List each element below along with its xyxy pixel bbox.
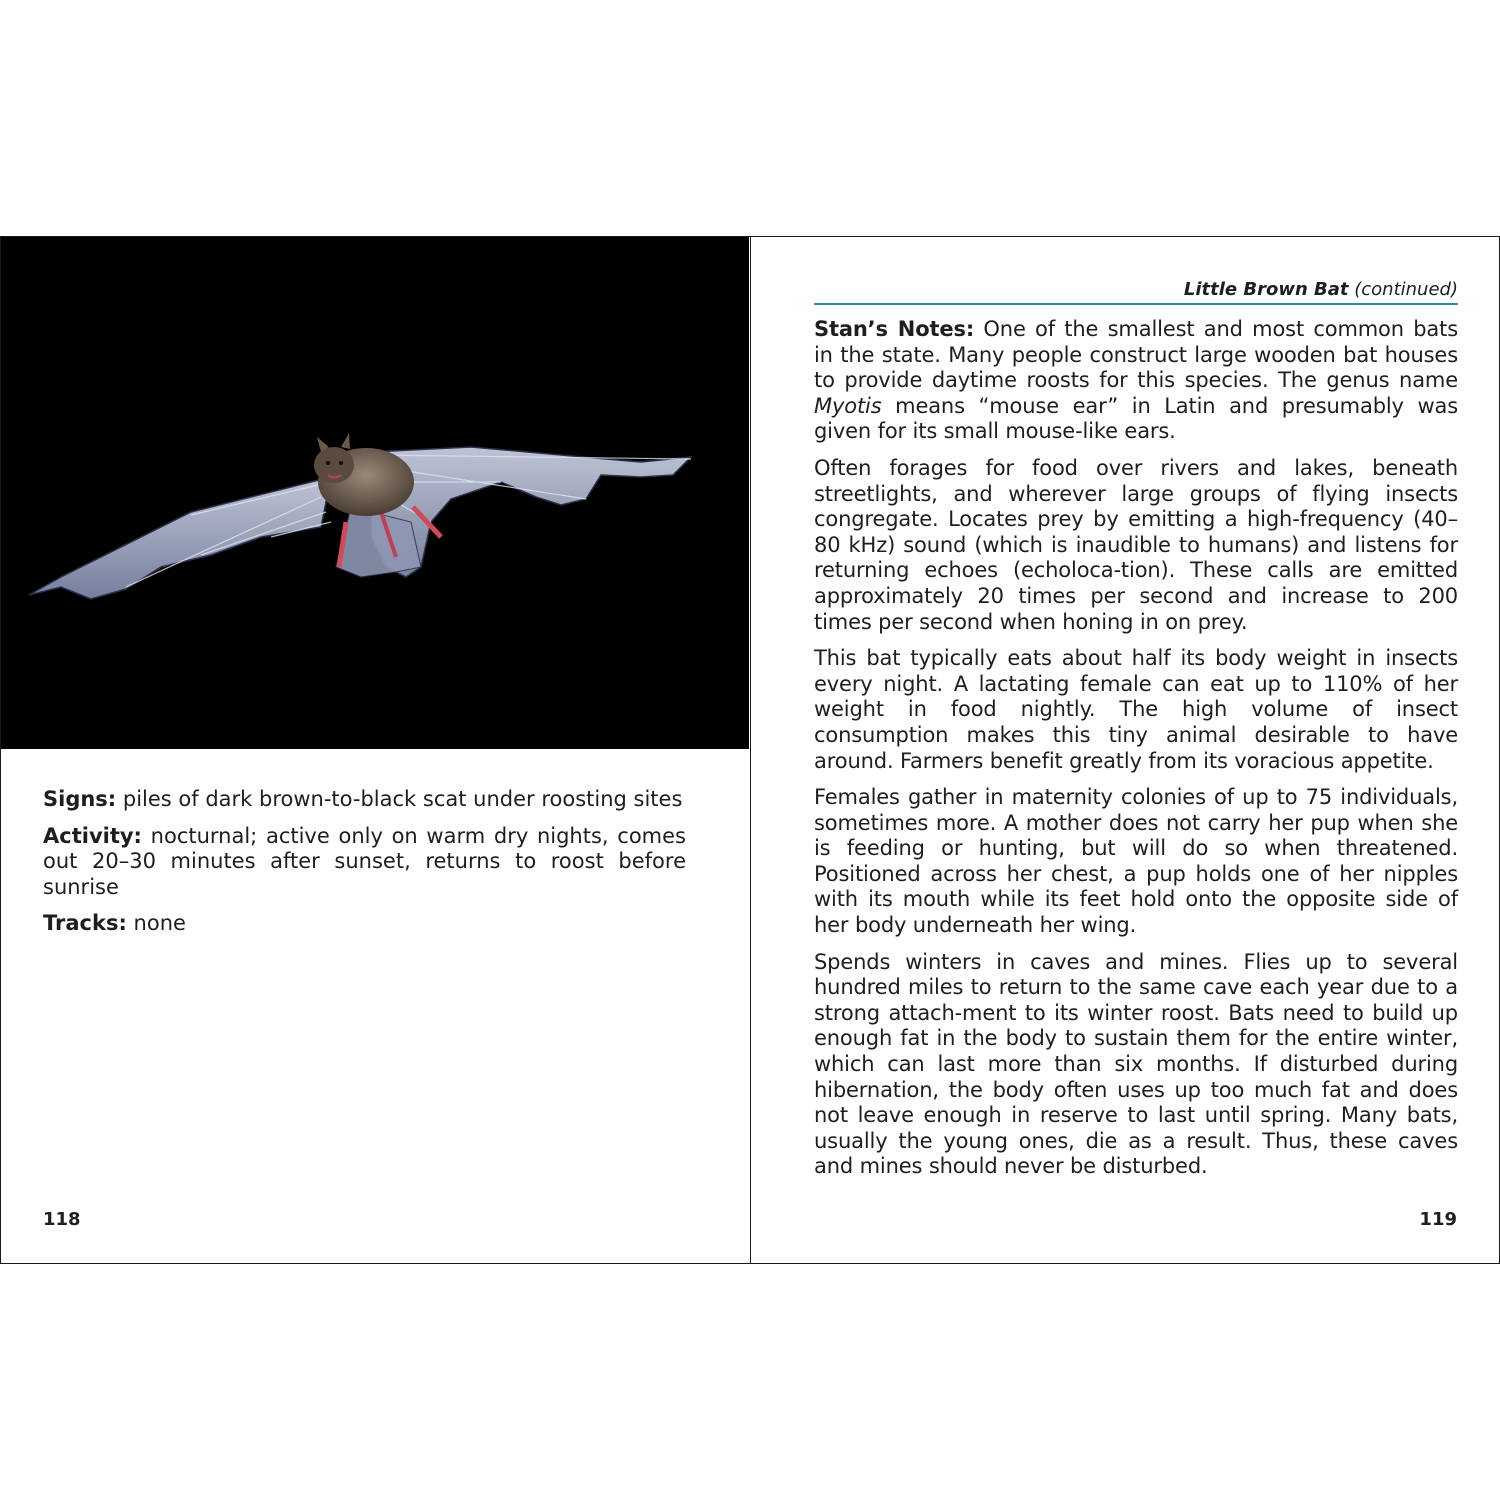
page-number: 118 xyxy=(43,1209,81,1230)
field-text: piles of dark brown-to-black scat under roosting sites xyxy=(122,787,683,811)
notes-paragraph: Spends winters in caves and mines. Flies up to several hundred miles to return to the same cave each year due to a strong attach-ment to its winter roost. Bats need to build up enough fat in the body to sustain them for the entire winter, which can last more than six months. If disturbed during hibernation, the body often uses up too much fat and does not leave enough in reserve to last until spring. Many bats, usually the young ones, die as a result. Thus, these caves and mines should never be disturbed. xyxy=(814,949,1458,1179)
running-head xyxy=(814,279,1458,305)
paragraph-text: One of the smallest and most common bats in the state. Many people construct large wooden bat houses to provide daytime roosts for this species. The genus name xyxy=(814,317,1458,393)
field-text: nocturnal; active only on warm dry nights, comes out 20–30 minutes after sunset, returns to roost before sunrise xyxy=(43,823,686,899)
notes-paragraph xyxy=(814,317,1458,445)
page-number: 119 xyxy=(1419,1209,1457,1230)
notes-paragraph: Often forages for food over rivers and lakes, beneath streetlights, and wherever large groups of flying insects congregate. Locates prey by emitting a high-frequency (40–80 kHz) sound (which is inaudible to humans) and listens for returning echoes (echoloca-tion). These calls are emitted approximately 20 times per second and increase to 200 times per second when honing in on prey. xyxy=(814,455,1458,634)
book-spread xyxy=(0,236,1500,1264)
bat-photo xyxy=(1,237,749,749)
right-page xyxy=(751,237,1499,1263)
field-text: none xyxy=(133,911,186,936)
signs-field xyxy=(43,787,686,813)
notes-label: Stan’s Notes: xyxy=(814,317,975,341)
field-label: Tracks: xyxy=(43,911,127,936)
notes-paragraph: This bat typically eats about half its body weight in insects every night. A lactating female can eat up to 110% of her weight in food nightly. The high volume of insect consumption makes this tiny animal desirable to have around. Farmers benefit greatly from its voracious appetite. xyxy=(814,646,1458,773)
species-fields xyxy=(43,787,686,948)
field-label: Signs: xyxy=(43,787,117,811)
field-label: Activity: xyxy=(43,823,142,848)
running-head-continued: (continued) xyxy=(1354,279,1458,300)
tracks-field xyxy=(43,911,686,937)
notes-paragraph: Females gather in maternity colonies of up to 75 individuals, sometimes more. A mother does not carry her pup when she is feeding or hunting, but will do so when threatened. Positioned across her chest, a pup holds one of her nipples with its mouth while its feet hold onto the opposite side of her body underneath her wing. xyxy=(814,785,1458,938)
bat-illustration xyxy=(1,237,749,749)
left-page xyxy=(1,237,751,1263)
paragraph-text: means “mouse ear” in Latin and presumably was given for its small mouse-like ears. xyxy=(814,393,1458,444)
activity-field xyxy=(43,824,686,901)
genus-name: Myotis xyxy=(814,393,882,418)
stans-notes xyxy=(814,317,1458,1191)
running-head-title: Little Brown Bat xyxy=(1183,279,1349,300)
